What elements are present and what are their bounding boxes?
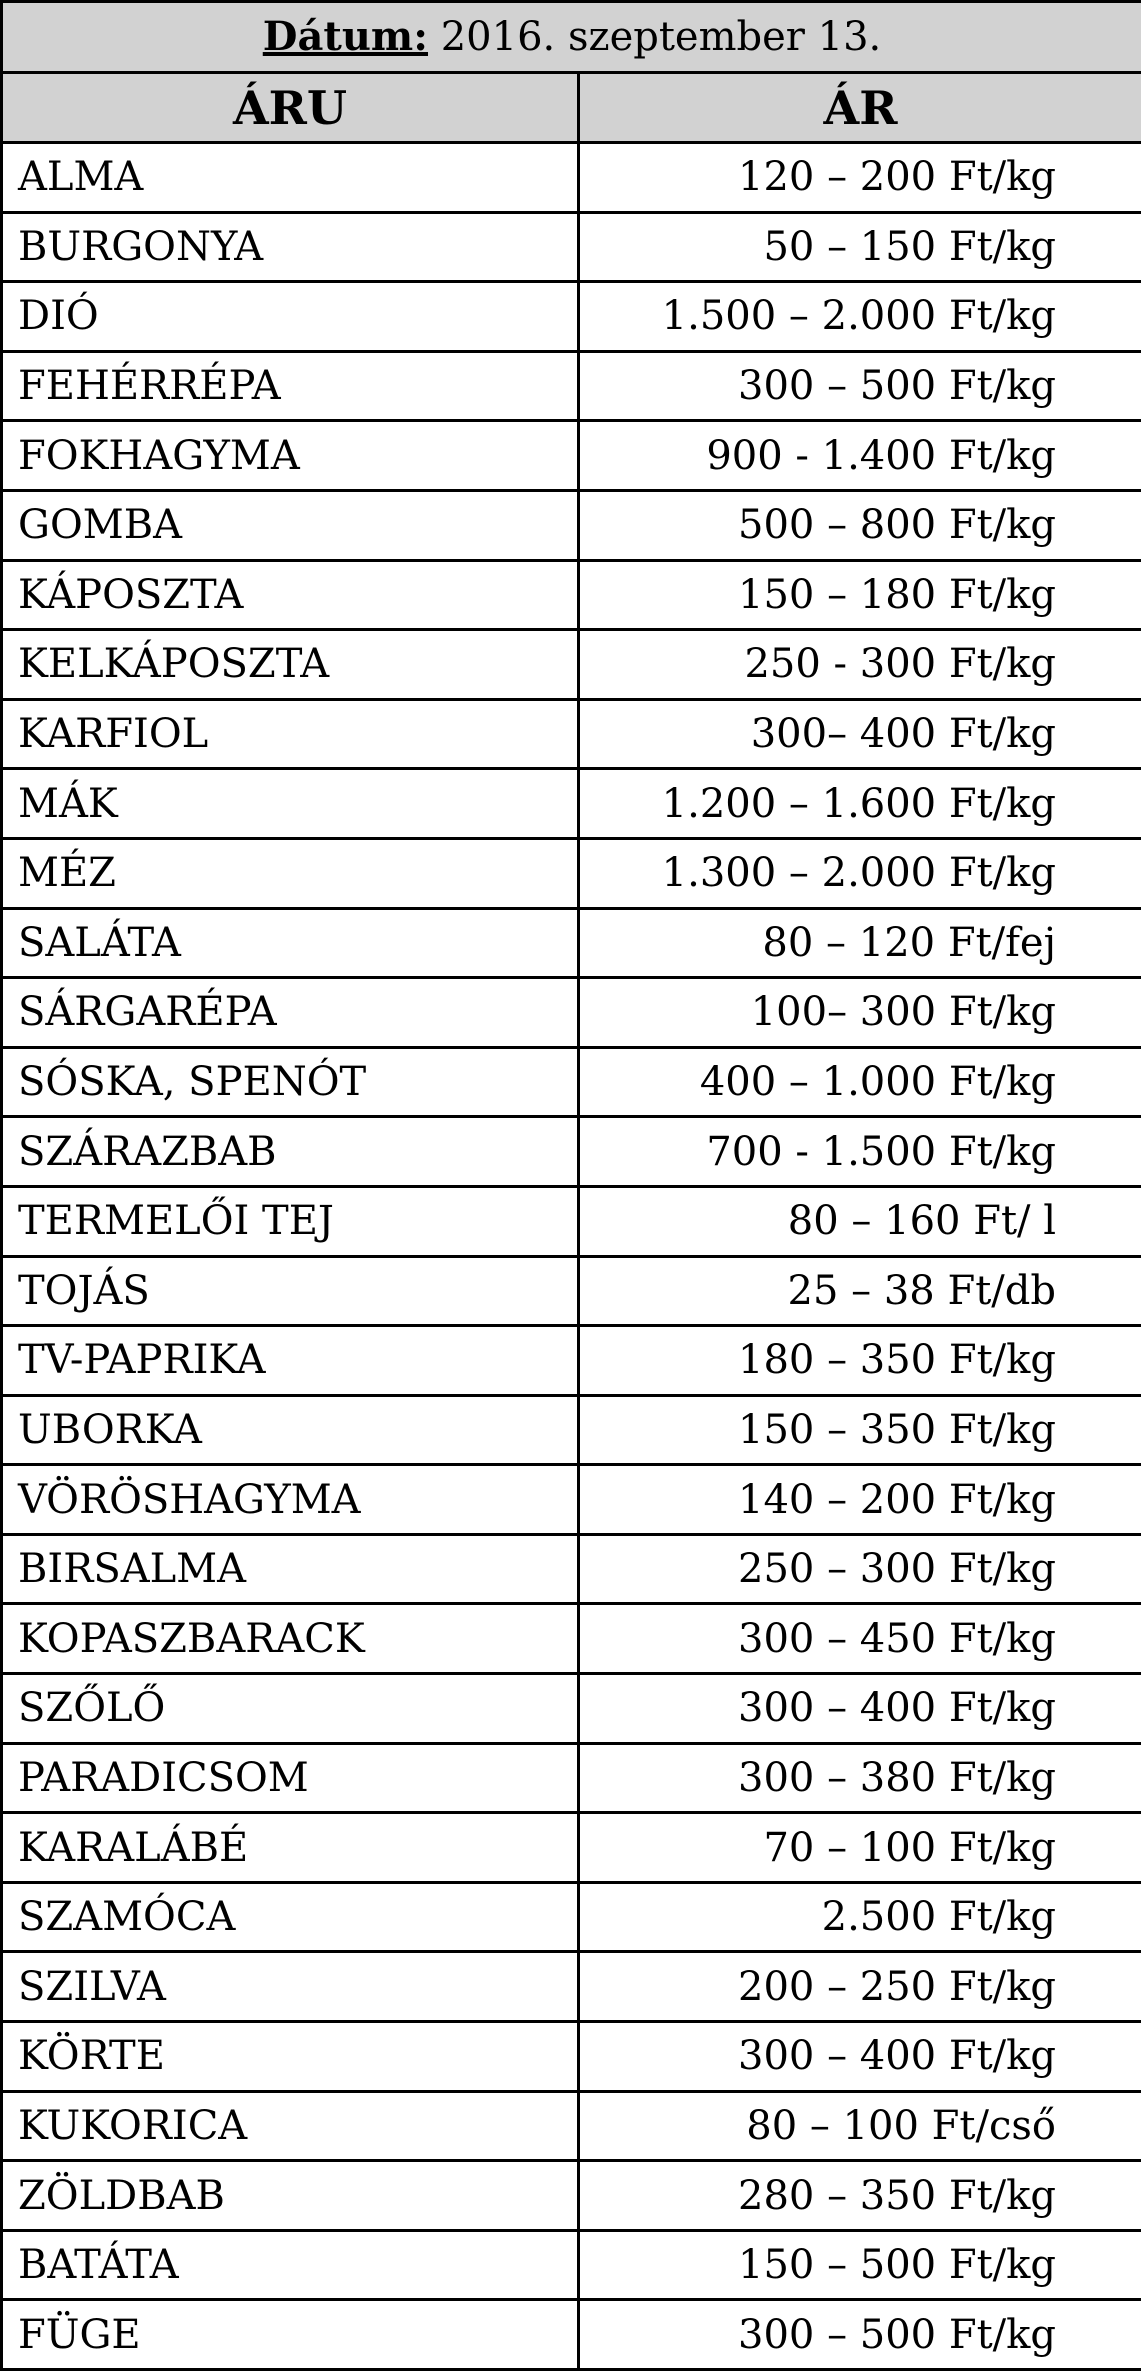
date-value: 2016. szeptember 13. — [441, 14, 882, 60]
item-name-cell: KARFIOL — [2, 699, 579, 769]
item-name-cell: FEHÉRRÉPA — [2, 351, 579, 421]
table-row — [2, 978, 1141, 1048]
item-name-cell: PARADICSOM — [2, 1743, 579, 1813]
table-row — [2, 1465, 1141, 1535]
table-row — [2, 908, 1141, 978]
header-row — [2, 73, 1141, 143]
item-price-cell: 280 – 350 Ft/kg — [579, 2161, 1141, 2231]
item-price-cell: 150 – 350 Ft/kg — [579, 1395, 1141, 1465]
item-name-cell: SZÁRAZBAB — [2, 1117, 579, 1187]
item-name-cell: SALÁTA — [2, 908, 579, 978]
table-body — [2, 143, 1141, 2370]
column-header-price: ÁR — [579, 73, 1141, 143]
item-price-cell: 900 - 1.400 Ft/kg — [579, 421, 1141, 491]
item-price-cell: 100– 300 Ft/kg — [579, 978, 1141, 1048]
item-price-cell: 200 – 250 Ft/kg — [579, 1952, 1141, 2022]
table-row — [2, 1186, 1141, 1256]
item-price-cell: 2.500 Ft/kg — [579, 1882, 1141, 1952]
column-header-item: ÁRU — [2, 73, 579, 143]
item-price-cell: 1.200 – 1.600 Ft/kg — [579, 769, 1141, 839]
item-price-cell: 250 – 300 Ft/kg — [579, 1534, 1141, 1604]
item-price-cell: 300 – 400 Ft/kg — [579, 1674, 1141, 1744]
table-row — [2, 1395, 1141, 1465]
table-row — [2, 1674, 1141, 1744]
table-row — [2, 838, 1141, 908]
table-row — [2, 1256, 1141, 1326]
item-name-cell: UBORKA — [2, 1395, 579, 1465]
item-name-cell: MÁK — [2, 769, 579, 839]
item-name-cell: KUKORICA — [2, 2091, 579, 2161]
table-row — [2, 2091, 1141, 2161]
table-row — [2, 769, 1141, 839]
table-row — [2, 2230, 1141, 2300]
item-price-cell: 70 – 100 Ft/kg — [579, 1813, 1141, 1883]
item-name-cell: SÓSKA, SPENÓT — [2, 1047, 579, 1117]
item-name-cell: FOKHAGYMA — [2, 421, 579, 491]
table-row — [2, 2161, 1141, 2231]
item-name-cell: SZILVA — [2, 1952, 579, 2022]
item-price-cell: 300 – 500 Ft/kg — [579, 351, 1141, 421]
item-name-cell: KÖRTE — [2, 2022, 579, 2092]
item-name-cell: BIRSALMA — [2, 1534, 579, 1604]
table-row — [2, 490, 1141, 560]
date-row — [2, 2, 1141, 73]
item-name-cell: TERMELŐI TEJ — [2, 1186, 579, 1256]
table-row — [2, 699, 1141, 769]
table-row — [2, 2300, 1141, 2370]
table-row — [2, 1882, 1141, 1952]
item-name-cell: BURGONYA — [2, 212, 579, 282]
table-row — [2, 1952, 1141, 2022]
item-name-cell: TOJÁS — [2, 1256, 579, 1326]
table-row — [2, 351, 1141, 421]
item-name-cell: ALMA — [2, 143, 579, 213]
table-row — [2, 1813, 1141, 1883]
item-name-cell: GOMBA — [2, 490, 579, 560]
item-price-cell: 500 – 800 Ft/kg — [579, 490, 1141, 560]
item-price-cell: 80 – 100 Ft/cső — [579, 2091, 1141, 2161]
table-row — [2, 1047, 1141, 1117]
item-name-cell: SZŐLŐ — [2, 1674, 579, 1744]
table-row — [2, 282, 1141, 352]
item-name-cell: KARALÁBÉ — [2, 1813, 579, 1883]
item-name-cell: ZÖLDBAB — [2, 2161, 579, 2231]
item-price-cell: 250 - 300 Ft/kg — [579, 630, 1141, 700]
item-price-cell: 180 – 350 Ft/kg — [579, 1326, 1141, 1396]
item-price-cell: 80 – 120 Ft/fej — [579, 908, 1141, 978]
item-price-cell: 120 – 200 Ft/kg — [579, 143, 1141, 213]
table-row — [2, 1604, 1141, 1674]
item-price-cell: 150 – 500 Ft/kg — [579, 2230, 1141, 2300]
item-name-cell: KÁPOSZTA — [2, 560, 579, 630]
item-name-cell: SZAMÓCA — [2, 1882, 579, 1952]
date-cell — [2, 2, 1141, 73]
table-row — [2, 143, 1141, 213]
item-price-cell: 700 - 1.500 Ft/kg — [579, 1117, 1141, 1187]
item-name-cell: BATÁTA — [2, 2230, 579, 2300]
table-row — [2, 1534, 1141, 1604]
item-price-cell: 25 – 38 Ft/db — [579, 1256, 1141, 1326]
date-label: Dátum: — [263, 13, 428, 60]
table-row — [2, 630, 1141, 700]
item-name-cell: KOPASZBARACK — [2, 1604, 579, 1674]
table-row — [2, 560, 1141, 630]
item-price-cell: 1.500 – 2.000 Ft/kg — [579, 282, 1141, 352]
item-price-cell: 300 – 450 Ft/kg — [579, 1604, 1141, 1674]
item-price-cell: 300 – 500 Ft/kg — [579, 2300, 1141, 2370]
item-name-cell: KELKÁPOSZTA — [2, 630, 579, 700]
table-row — [2, 1326, 1141, 1396]
table-row — [2, 421, 1141, 491]
table-row — [2, 2022, 1141, 2092]
item-name-cell: TV-PAPRIKA — [2, 1326, 579, 1396]
item-price-cell: 300– 400 Ft/kg — [579, 699, 1141, 769]
item-name-cell: SÁRGARÉPA — [2, 978, 579, 1048]
item-name-cell: MÉZ — [2, 838, 579, 908]
item-name-cell: FÜGE — [2, 2300, 579, 2370]
table-row — [2, 1117, 1141, 1187]
item-price-cell: 1.300 – 2.000 Ft/kg — [579, 838, 1141, 908]
item-price-cell: 50 – 150 Ft/kg — [579, 212, 1141, 282]
item-price-cell: 300 – 400 Ft/kg — [579, 2022, 1141, 2092]
item-price-cell: 80 – 160 Ft/ l — [579, 1186, 1141, 1256]
table-row — [2, 212, 1141, 282]
item-price-cell: 140 – 200 Ft/kg — [579, 1465, 1141, 1535]
item-name-cell: VÖRÖSHAGYMA — [2, 1465, 579, 1535]
item-price-cell: 400 – 1.000 Ft/kg — [579, 1047, 1141, 1117]
item-name-cell: DIÓ — [2, 282, 579, 352]
item-price-cell: 300 – 380 Ft/kg — [579, 1743, 1141, 1813]
table-row — [2, 1743, 1141, 1813]
item-price-cell: 150 – 180 Ft/kg — [579, 560, 1141, 630]
